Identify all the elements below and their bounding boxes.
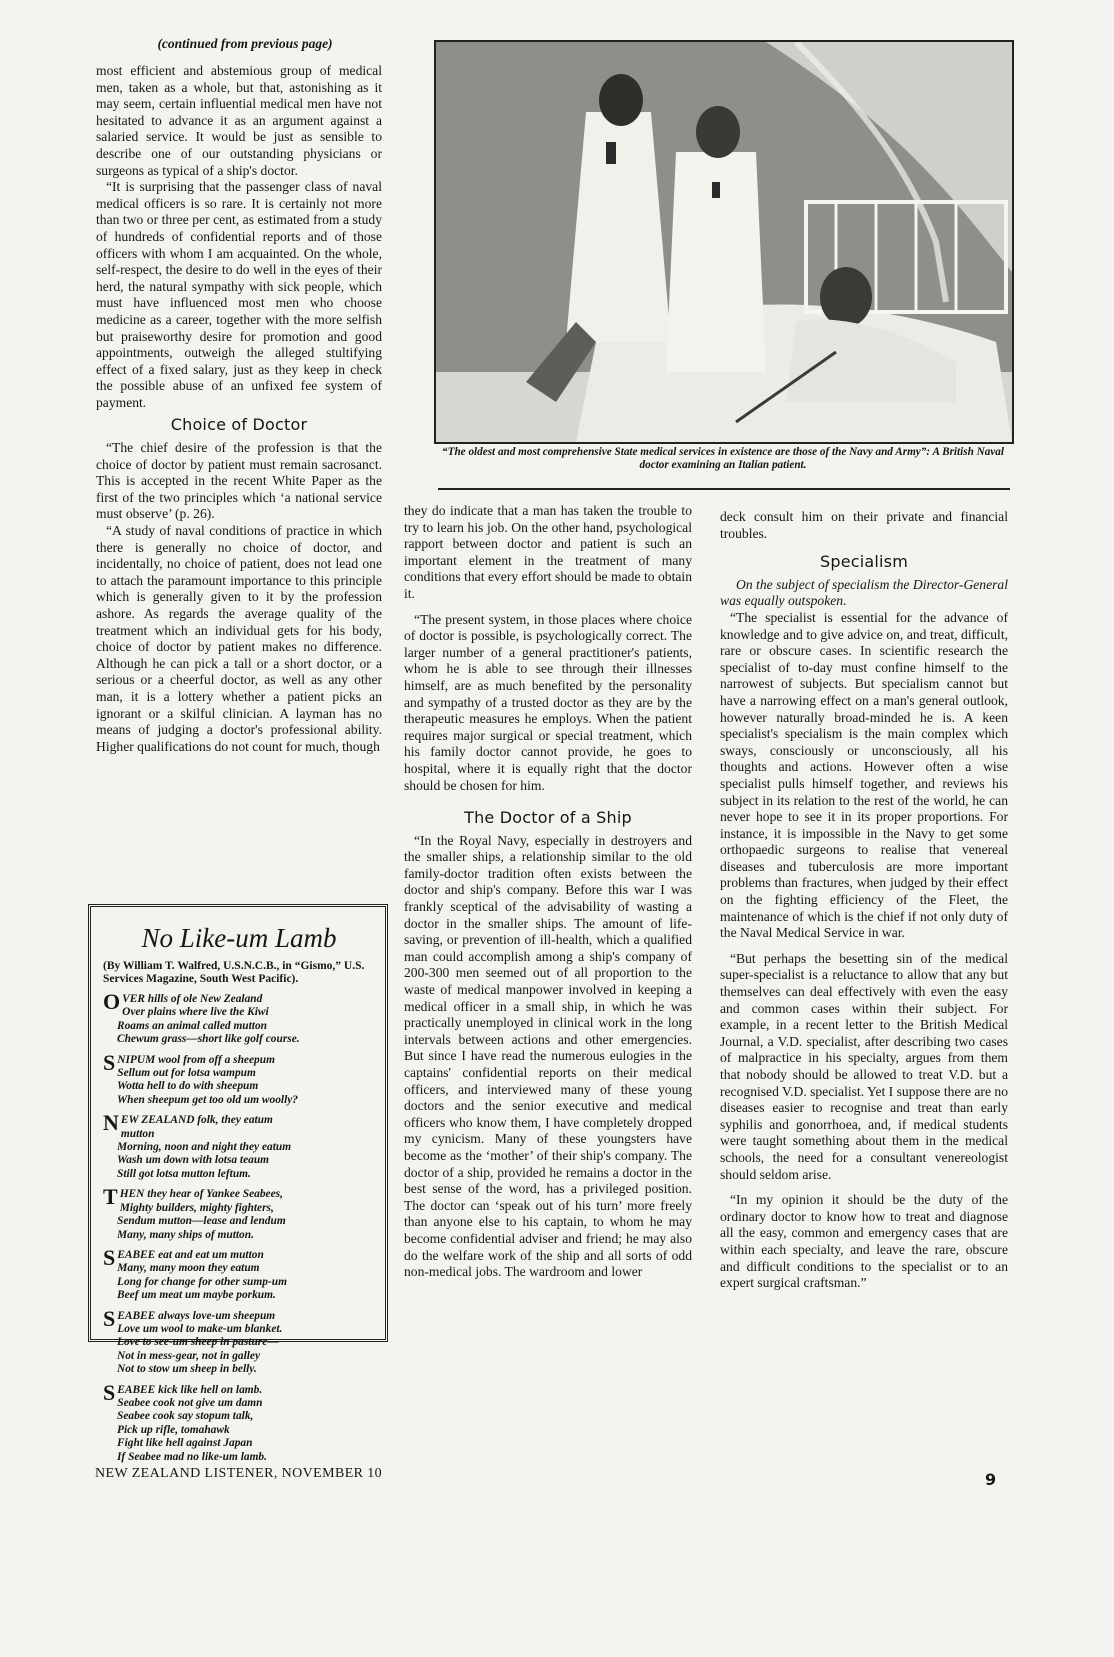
footer-publication: NEW ZEALAND LISTENER, NOVEMBER 10 <box>95 1466 383 1481</box>
poem-line: When sheepum get too old um woolly? <box>117 1093 298 1106</box>
poem-line: SEABEE always love-um sheepum <box>103 1305 276 1331</box>
photo-illustration <box>436 42 1012 442</box>
column-1 <box>96 63 382 755</box>
poem-line: Wash um down with lotsa teaum <box>117 1154 270 1167</box>
poem-line: Many, many moon they eatum <box>117 1262 260 1275</box>
poem-line: Chewum grass—short like golf course. <box>117 1033 300 1046</box>
poem-line: Mighty builders, mighty fighters, <box>119 1201 274 1214</box>
poem-line: Over plains where live the Kiwi <box>122 1006 269 1019</box>
poem-stanza <box>103 1184 375 1242</box>
poem-line: Sellum out for lotsa wampum <box>117 1067 256 1080</box>
poem-line: SEABEE eat and eat um mutton <box>103 1244 264 1270</box>
poem-line: Fight like hell against Japan <box>117 1437 253 1450</box>
column-3 <box>720 509 1008 1292</box>
page-number: 9 <box>985 1470 997 1489</box>
paragraph: “The chief desire of the profession is that the choice of doctor by patient must remain sacrosanct. This is accepted in the recent White Paper as the first of the two principles which ‘a national service must observe’ (p. 26). <box>96 440 382 522</box>
paragraph: “In the Royal Navy, especially in destroyers and the smaller ships, a relationship similar to the old family-doctor tradition often exists between the doctor and ship's company. Before this war I was frankly sceptical of the advisability of wasting a doctor in the smaller ships. The amount of life-saving, or prevention of ill-health, which a qualified man could accomplish among a ship's company of 200-300 men seemed out of all proportion to the waste of medical manpower involved in keeping a medical officer in a small ship, in which he was practically unemployed in clinical work in the long intervals between actions and other emergencies. But since I have read the numerous eulogies in the captains' confidential reports on their medical officers, and interviewed many of these young doctors and the senior executive and medical officers who know them, I have completely dropped my cynicism. Many of these youngsters have become as the ‘mother’ of their ship's company. The doctor of a ship, provided he remains a doctor in the best sense of the word, has a privileged position. The doctor can ‘speak out of his turn’ more freely than anyone else to his captain, to whom he may become confidential adviser and friend; he may also do the welfare work of the ship and all sorts of odd non-medical jobs. The wardroom and lower <box>404 832 692 1280</box>
heading-choice-of-doctor: Choice of Doctor <box>170 415 308 435</box>
poem-line: THEN they hear of Yankee Seabees, <box>103 1184 283 1210</box>
poem-line: If Seabee mad no like-um lamb. <box>117 1450 267 1463</box>
poem-line: Pick up rifle, tomahawk <box>117 1423 230 1436</box>
poem-line: Not in mess-gear, not in galley <box>117 1349 261 1362</box>
paragraph: “In my opinion it should be the duty of the ordinary doctor to know how to treat and diagnose all the easy, common and emergency cases that are within each specialty, and leave the rare, obscure and difficult conditions to the specialist or to an expert surgical craftsman.” <box>720 1192 1008 1291</box>
paragraph: “But perhaps the besetting sin of the medical super-specialist is a reluctance to allow that any but themselves can deal effectively with even the easy and common cases within their subject. For example, in a recent letter to the British Medical Journal, a V.D. specialist, after describing two cases of malpractice in his specialty, argues from them that nobody should be allowed to treat V.D. but a recognised V.D. specialist. Yet I suppose there are no diseases easier to recognise and treat than early syphilis and gonorrhoea, and, if medical students were taught something about them in the medical schools, the need for a consultant venereologist should seldom arise. <box>720 950 1008 1182</box>
paragraph: they do indicate that a man has taken the trouble to try to learn his job. On the other hand, psychological rapport between doctor and patient is such an important element in the treatment of many conditions that every effort should be made to obtain it. <box>404 503 692 601</box>
poem-stanza <box>103 1244 375 1303</box>
col3-paras <box>720 610 1008 1292</box>
col3-intro: deck consult him on their private and financial troubles. <box>720 509 1008 541</box>
poem-line: NEW ZEALAND folk, they eatum <box>103 1110 273 1136</box>
poem-line: Many, many ships of mutton. <box>117 1228 254 1241</box>
photo-naval-doctor <box>434 40 1014 444</box>
photo-caption: “The oldest and most comprehensive State medical services in existence are those of the Navy and Army”: A British Naval doctor examining an Italian patient. <box>442 446 1004 471</box>
poem-line: SEABEE kick like hell on lamb. <box>103 1379 263 1405</box>
poem-line: Seabee cook not give um damn <box>117 1396 263 1409</box>
column-2 <box>404 503 692 1281</box>
paragraph: “A study of naval conditions of practice in which there is generally no choice of doctor, and incidentally, no choice of patient, does not lead one to attach the paramount importance to this principle which is generally given to it by the profession ashore. As regards the average quality of the treatment which an individual gets for his body, choice of doctor by patient makes no difference. Although he can pick a tall or a short doctor, or a serious or a cheerful doctor, as well as any other man, it is a lottery whether a patient picks an ignorant or a skilful clinician. A layman has no means of judging a doctor's professional ability. Higher qualifications do not count for much, though <box>96 523 382 754</box>
poem-stanza <box>103 1110 375 1181</box>
col1-paras2 <box>96 440 382 755</box>
poem-line: Wotta hell to do with sheepum <box>117 1080 259 1093</box>
poem-line: mutton <box>120 1127 155 1140</box>
poem-line: Morning, noon and night they eatum <box>117 1141 292 1154</box>
poem-line: Love um wool to make-um blanket. <box>117 1322 283 1335</box>
poem-title: No Like-um Lamb <box>141 923 337 953</box>
poem-stanza <box>103 1305 375 1377</box>
poem-stanza <box>103 1379 375 1464</box>
col2-paras2 <box>404 833 692 1281</box>
poem-line: Long for change for other sump-um <box>117 1275 287 1288</box>
poem-byline: (By William T. Walfred, U.S.N.C.B., in “Gismo,” U.S. Services Magazine, South West Pacific). <box>103 960 365 985</box>
heading-doctor-of-a-ship: The Doctor of a Ship <box>464 808 632 828</box>
poem-line: Beef um meat um maybe porkum. <box>117 1289 276 1302</box>
heading-specialism: Specialism <box>819 552 908 572</box>
paragraph: “It is surprising that the passenger class of naval medical officers is so rare. It is certainly not more than two or three per cent, as estimated from a study of hundreds of confidential reports and of those officers with whom I am acquainted. On the whole, self-respect, the desire to do well in the eyes of their herd, the natural sympathy with sick people, which must have influenced most men who choose medicine as a career, together with the more selfish but praiseworthy desire for promotion and good appointments, outweigh the alleged stultifying effect of a fixed salary, just as they keep in check the possible abuse of an unfixed fee system of payment. <box>96 179 382 410</box>
poem-line: Still got lotsa mutton leftum. <box>117 1167 251 1180</box>
poem-line: Not to stow um sheep in belly. <box>117 1363 257 1376</box>
paragraph: “The specialist is essential for the advance of knowledge and to give advice on, and treat, difficult, rare or obscure cases. In scientific research the specialist of to-day must confine himself to the narrowest of subjects. But specialism cannot but have a narrowing effect on a man's general outlook, however naturally broad-minded he is. A keen specialist's specialism is the main complex which sways, consciously or unconsciously, all his thoughts and actions. However often a wise specialist pulls himself together, and reviews his subject in its relation to the rest of the world, he can never hope to see it in its proper proportions. For instance, it is impossible in the Navy to get some orthopaedic surgeons to realise that venereal diseases and tuberculosis are more important problems than fractures, when judged by their effect on the fighting efficiency of the Fleet, the maintenance of which is the chief if not only duty of the Naval Medical Service in war. <box>720 609 1008 941</box>
poem-stanza <box>103 989 375 1047</box>
poem-line: Sendum mutton—lease and lendum <box>117 1215 286 1228</box>
col3-lead: On the subject of specialism the Director-General was equally outspoken. <box>720 576 1008 609</box>
poem-line: OVER hills of ole New Zealand <box>103 989 263 1014</box>
poem-box <box>88 904 388 1463</box>
poem-line: SNIPUM wool from off a sheepum <box>103 1049 275 1075</box>
paragraph: “The present system, in those places where choice of doctor is possible, is psychologically correct. The larger number of a general practitioner's patients, whom he is able to see through their illnesses himself, are as much benefited by the personality and sympathy of a trusted doctor as they are by the therapeutic measures he employs. When the patient requires major surgical or special treatment, which his family doctor cannot provide, he goes to hospital, where it is equally right that the doctor should be chosen for him. <box>404 611 692 793</box>
col1-paras <box>96 63 382 411</box>
caption-rule <box>438 488 1010 490</box>
poem-line: Seabee cook say stopum talk, <box>117 1410 254 1423</box>
poem-line: Roams an animal called mutton <box>117 1019 268 1032</box>
poem-stanza <box>103 1049 375 1108</box>
paragraph: most efficient and abstemious group of medical men, taken as a whole, but that, astonishing as it may seem, certain influential medical men have not hesitated to advance it as an argument against a salaried service. It would be just as sensible to describe one of our outstanding physicians or surgeons as typical of a ship's doctor. <box>96 63 382 178</box>
col2-paras <box>404 503 692 794</box>
continued-note: (continued from previous page) <box>157 36 333 51</box>
poem-line: Love to see-um sheep in pasture— <box>117 1336 279 1349</box>
poem-stanzas <box>103 989 375 1464</box>
